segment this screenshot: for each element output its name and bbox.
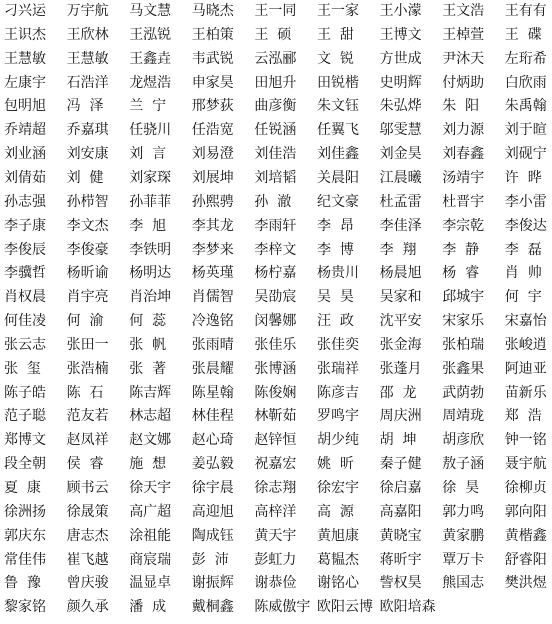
name-row xyxy=(4,360,552,379)
name-cell: 乔靖超 xyxy=(4,122,46,139)
name-cell: 刘业涵 xyxy=(4,146,46,163)
name-cell: 马文慧 xyxy=(129,3,172,19)
name-cell: 刁兴运 xyxy=(4,3,46,19)
name-cell: 邬雯慧 xyxy=(379,122,422,139)
name-row xyxy=(4,121,552,140)
name-cell: 聂宇航 xyxy=(504,456,547,473)
name-cell: 林志超 xyxy=(129,408,172,425)
name-cell: 姜弘毅 xyxy=(191,456,234,473)
name-cell: 訾权昊 xyxy=(379,575,422,592)
name-cell: 陈子皓 xyxy=(4,384,46,401)
name-cell: 刘力源 xyxy=(442,122,485,139)
name-row xyxy=(4,455,552,474)
name-cell: 张晨耀 xyxy=(191,360,234,377)
name-cell: 黄晓宝 xyxy=(379,527,422,544)
name-cell: 张峻逍 xyxy=(504,336,547,353)
name-cell: 李 静 xyxy=(442,241,480,258)
name-cell: 李其龙 xyxy=(191,217,234,234)
name-cell: 李 磊 xyxy=(504,241,542,258)
name-row xyxy=(4,97,552,116)
name-row xyxy=(4,50,552,69)
name-cell: 郭力鸣 xyxy=(442,503,485,520)
name-cell: 葛韫杰 xyxy=(317,551,359,568)
name-cell: 王一家 xyxy=(317,3,359,19)
name-cell: 肖权晨 xyxy=(4,289,46,306)
name-row xyxy=(4,384,552,403)
name-cell: 云泓郦 xyxy=(254,50,297,67)
name-cell: 刘培韬 xyxy=(254,169,297,186)
name-cell: 包明旭 xyxy=(4,98,46,115)
name-cell: 武荫勃 xyxy=(442,384,485,401)
name-cell: 王慧敏 xyxy=(66,50,109,67)
name-row xyxy=(4,407,552,426)
name-cell: 秦子健 xyxy=(379,456,422,473)
name-cell: 蒋昕宇 xyxy=(379,551,422,568)
name-cell: 田旭升 xyxy=(254,74,297,91)
name-cell: 田锐楷 xyxy=(317,74,359,91)
name-cell: 史明辉 xyxy=(379,74,422,91)
name-cell: 孙 澈 xyxy=(254,193,292,210)
name-cell: 徐晟策 xyxy=(66,503,109,520)
name-cell: 舒睿阳 xyxy=(504,551,547,568)
name-cell: 韦武锐 xyxy=(191,50,234,67)
name-cell: 任翼飞 xyxy=(317,122,359,139)
name-row xyxy=(4,527,552,546)
name-cell: 汤靖宇 xyxy=(442,169,485,186)
name-row xyxy=(4,312,552,331)
name-cell: 王泓锐 xyxy=(129,26,172,43)
name-cell: 王小濛 xyxy=(379,3,422,19)
name-cell: 王 硕 xyxy=(254,26,292,43)
name-cell: 周靖珑 xyxy=(442,408,485,425)
name-cell: 吴 昊 xyxy=(317,289,354,306)
name-cell: 任浩宽 xyxy=(191,122,234,139)
name-cell: 黎家铭 xyxy=(4,599,46,616)
name-cell: 崔飞越 xyxy=(66,551,109,568)
name-row xyxy=(4,503,552,522)
name-cell: 孙志强 xyxy=(4,193,46,210)
name-cell: 龙煜浩 xyxy=(129,74,172,91)
name-cell: 李俊辰 xyxy=(4,241,46,258)
name-cell: 谢恭俭 xyxy=(254,575,297,592)
name-cell: 杜孟雷 xyxy=(379,193,422,210)
name-cell: 谢铭心 xyxy=(317,575,359,592)
name-cell: 王一同 xyxy=(254,3,297,19)
name-cell: 王柏策 xyxy=(191,26,234,43)
name-cell: 万宇航 xyxy=(66,3,109,19)
name-cell: 王棹萱 xyxy=(442,26,485,43)
name-cell: 罗鸣宇 xyxy=(317,408,359,425)
name-row xyxy=(4,26,552,45)
name-cell: 左珩希 xyxy=(504,50,547,67)
name-cell: 张瑞祥 xyxy=(317,360,359,377)
name-cell: 林佳程 xyxy=(191,408,234,425)
name-cell: 郑 浩 xyxy=(504,408,542,425)
name-cell: 杨贵川 xyxy=(317,265,359,282)
name-cell: 孙栉智 xyxy=(66,193,109,210)
name-cell: 张 玺 xyxy=(4,360,41,377)
name-cell: 刘春鑫 xyxy=(442,146,485,163)
name-cell: 温显卓 xyxy=(129,575,172,592)
name-cell: 朱文钰 xyxy=(317,98,359,115)
name-cell: 白欣雨 xyxy=(504,74,547,91)
name-cell: 徐志翔 xyxy=(254,480,297,496)
name-cell: 张佳乐 xyxy=(254,336,297,353)
name-cell: 陈吉辉 xyxy=(129,384,172,401)
name-cell: 肖宇亮 xyxy=(66,289,109,306)
name-cell: 刘安康 xyxy=(66,146,109,163)
name-cell: 何佳凌 xyxy=(4,313,46,330)
name-cell: 范友若 xyxy=(66,408,109,425)
name-cell: 王文浩 xyxy=(442,3,485,19)
name-cell: 敖子涵 xyxy=(442,456,485,473)
name-row xyxy=(4,551,552,570)
name-cell: 肖治坤 xyxy=(129,289,172,306)
name-cell: 李俊豪 xyxy=(66,241,109,258)
name-cell: 苗新乐 xyxy=(504,384,547,401)
name-cell: 孙菲菲 xyxy=(129,193,172,210)
name-row xyxy=(4,169,552,188)
name-cell: 李俊达 xyxy=(504,217,547,234)
name-cell: 李雨轩 xyxy=(254,217,297,234)
name-cell: 朱弘烨 xyxy=(379,98,422,115)
name-cell: 郭庆东 xyxy=(4,527,46,544)
name-cell: 周庆洲 xyxy=(379,408,422,425)
name-cell: 黄楷鑫 xyxy=(504,527,547,544)
name-cell: 赵心琦 xyxy=(191,432,234,449)
name-cell: 徐柳贞 xyxy=(504,480,547,496)
name-cell: 左康宇 xyxy=(4,74,46,91)
name-cell: 马晓杰 xyxy=(191,3,234,19)
name-cell: 王 甜 xyxy=(317,26,354,43)
name-cell: 李 博 xyxy=(317,241,354,258)
name-cell: 曲彦衡 xyxy=(254,98,297,115)
name-cell: 何 蕊 xyxy=(129,313,167,330)
name-cell: 王有有 xyxy=(504,3,547,19)
name-cell: 吴家和 xyxy=(379,289,422,306)
name-cell: 赵文娜 xyxy=(129,432,172,449)
name-row xyxy=(4,2,552,21)
name-cell: 范子聪 xyxy=(4,408,46,425)
name-cell: 陶成钰 xyxy=(191,527,234,544)
name-cell: 陈彦吉 xyxy=(317,384,359,401)
name-cell: 施 想 xyxy=(129,456,167,473)
name-cell: 唐志杰 xyxy=(66,527,109,544)
name-cell: 彭虹力 xyxy=(254,551,297,568)
name-row xyxy=(4,145,552,164)
name-row xyxy=(4,598,552,617)
name-cell: 刘砚宁 xyxy=(504,146,547,163)
name-cell: 江晨曦 xyxy=(379,169,422,186)
name-cell: 王鑫垚 xyxy=(129,50,172,67)
name-cell: 李梓文 xyxy=(254,241,297,258)
name-cell: 李铁明 xyxy=(129,241,172,258)
name-cell: 陈威傲宇 xyxy=(254,599,311,616)
name-cell: 杜晋宇 xyxy=(442,193,485,210)
name-cell: 潘 成 xyxy=(129,599,167,616)
name-cell: 邢梦荻 xyxy=(191,98,234,115)
name-cell: 刘家琛 xyxy=(129,169,172,186)
name-cell: 祝嘉宏 xyxy=(254,456,297,473)
name-row xyxy=(4,288,552,307)
name-row xyxy=(4,193,552,212)
name-cell: 张博涵 xyxy=(254,360,297,377)
name-cell: 李小雷 xyxy=(504,193,547,210)
name-cell: 郑博文 xyxy=(4,432,46,449)
name-cell: 黄旭康 xyxy=(317,527,359,544)
name-cell: 尹沐天 xyxy=(442,50,485,67)
name-cell: 汪 政 xyxy=(317,313,354,330)
name-cell: 沈平安 xyxy=(379,313,422,330)
name-cell: 杨晨旭 xyxy=(379,265,422,282)
name-cell: 高嘉阳 xyxy=(379,503,422,520)
name-cell: 顾书云 xyxy=(66,480,109,496)
name-cell: 郭向阳 xyxy=(504,503,547,520)
name-cell: 杨昕谕 xyxy=(66,265,109,282)
name-cell: 朱 阳 xyxy=(442,98,480,115)
name-cell: 杨英瑾 xyxy=(191,265,234,282)
name-cell: 徐宏宇 xyxy=(317,480,359,496)
name-cell: 张田一 xyxy=(66,336,109,353)
name-cell: 高梓洋 xyxy=(254,503,297,520)
name-cell: 王欣林 xyxy=(66,26,109,43)
name-cell: 乔嘉琪 xyxy=(66,122,109,139)
name-row xyxy=(4,574,552,593)
name-cell: 李 昂 xyxy=(317,217,354,234)
name-cell: 张云志 xyxy=(4,336,46,353)
name-cell: 胡彦欣 xyxy=(442,432,485,449)
name-cell: 何 渝 xyxy=(66,313,104,330)
name-cell: 刘倩茹 xyxy=(4,169,46,186)
name-cell: 夏 康 xyxy=(4,480,41,496)
name-cell: 戴桐鑫 xyxy=(191,599,234,616)
name-cell: 王博文 xyxy=(379,26,422,43)
name-cell: 吴劭宸 xyxy=(254,289,297,306)
name-cell: 侯 睿 xyxy=(66,456,104,473)
name-cell: 张蓬月 xyxy=(379,360,422,377)
name-cell: 谢振辉 xyxy=(191,575,234,592)
name-cell: 刘易澄 xyxy=(191,146,234,163)
name-cell: 段全朝 xyxy=(4,456,46,473)
name-cell: 林靳茹 xyxy=(254,408,297,425)
name-cell: 宋家乐 xyxy=(442,313,485,330)
name-cell: 刘佳浩 xyxy=(254,146,297,163)
name-cell: 杨柠嘉 xyxy=(254,265,297,282)
name-row xyxy=(4,479,552,498)
name-cell: 高广超 xyxy=(129,503,172,520)
name-cell: 商宸瑞 xyxy=(129,551,172,568)
name-cell: 张雨晴 xyxy=(191,336,234,353)
name-cell: 樊洪煜 xyxy=(504,575,547,592)
name-cell: 陈星翰 xyxy=(191,384,234,401)
name-cell: 刘展坤 xyxy=(191,169,234,186)
name-cell: 彭 沛 xyxy=(191,551,229,568)
name-row xyxy=(4,74,552,93)
name-cell: 张佳奕 xyxy=(317,336,359,353)
name-cell: 姚 昕 xyxy=(317,456,354,473)
name-cell: 陈 石 xyxy=(66,384,104,401)
name-cell: 冷逸铭 xyxy=(191,313,234,330)
name-cell: 张鑫果 xyxy=(442,360,485,377)
name-row xyxy=(4,241,552,260)
name-cell: 常佳伟 xyxy=(4,551,46,568)
name-cell: 刘于暄 xyxy=(504,122,547,139)
name-cell: 徐宇晨 xyxy=(191,480,234,496)
name-cell: 李文杰 xyxy=(66,217,109,234)
name-cell: 赵凤祥 xyxy=(66,432,109,449)
name-cell: 孙熙骋 xyxy=(191,193,234,210)
name-cell: 刘 言 xyxy=(129,146,167,163)
name-cell: 申家昊 xyxy=(191,74,234,91)
name-cell: 肖儒智 xyxy=(191,289,234,306)
name-cell: 文 锐 xyxy=(317,50,354,67)
name-cell: 宋嘉怡 xyxy=(504,313,547,330)
name-row xyxy=(4,431,552,450)
name-cell: 高迎旭 xyxy=(191,503,234,520)
name-cell: 欧阳云博 xyxy=(317,599,373,616)
name-cell: 石浩洋 xyxy=(66,74,109,91)
name-cell: 钟一铭 xyxy=(504,432,547,449)
name-cell: 黄天宇 xyxy=(254,527,297,544)
name-cell: 杨 睿 xyxy=(442,265,480,282)
name-cell: 王 碟 xyxy=(504,26,542,43)
name-cell: 方世成 xyxy=(379,50,422,67)
name-cell: 张浩楠 xyxy=(66,360,109,377)
name-cell: 鲁 豫 xyxy=(4,575,41,592)
name-cell: 刘金昊 xyxy=(379,146,422,163)
name-cell: 冯 泽 xyxy=(66,98,104,115)
name-cell: 李 旭 xyxy=(129,217,167,234)
name-cell: 胡 坤 xyxy=(379,432,417,449)
name-cell: 关晨阳 xyxy=(317,169,359,186)
name-cell: 王识杰 xyxy=(4,26,46,43)
name-cell: 高 源 xyxy=(317,503,354,520)
name-cell: 刘佳鑫 xyxy=(317,146,359,163)
name-cell: 徐启嘉 xyxy=(379,480,422,496)
name-row xyxy=(4,217,552,236)
name-cell: 李宗乾 xyxy=(442,217,485,234)
name-cell: 任骁川 xyxy=(129,122,172,139)
name-cell: 赵锌恒 xyxy=(254,432,297,449)
name-cell: 欧阳培森 xyxy=(379,599,436,616)
name-cell: 邵 龙 xyxy=(379,384,417,401)
name-cell: 涂祖能 xyxy=(129,527,172,544)
name-cell: 刘 健 xyxy=(66,169,104,186)
name-row xyxy=(4,264,552,283)
name-cell: 徐洲扬 xyxy=(4,503,46,520)
name-cell: 王慧敏 xyxy=(4,50,46,67)
name-cell: 李骥哲 xyxy=(4,265,46,282)
name-cell: 张 著 xyxy=(129,360,167,377)
name-cell: 徐 昊 xyxy=(442,480,480,496)
name-cell: 熊国志 xyxy=(442,575,485,592)
name-cell: 李 翔 xyxy=(379,241,417,258)
name-cell: 许 晔 xyxy=(504,169,542,186)
name-cell: 曾庆骏 xyxy=(66,575,109,592)
name-cell: 兰 宁 xyxy=(129,98,167,115)
name-cell: 阿迪亚 xyxy=(504,360,547,377)
name-cell: 纪文豪 xyxy=(317,193,359,210)
name-cell: 肖 帅 xyxy=(504,265,542,282)
name-cell: 杨明达 xyxy=(129,265,172,282)
name-cell: 朱禹翰 xyxy=(504,98,547,115)
name-cell: 李佳泽 xyxy=(379,217,422,234)
name-cell: 付炳助 xyxy=(442,74,485,91)
name-cell: 李子康 xyxy=(4,217,46,234)
name-cell: 徐天宇 xyxy=(129,480,172,496)
name-cell: 任锐涵 xyxy=(254,122,297,139)
name-cell: 黄家鹏 xyxy=(442,527,485,544)
name-cell: 邱城宇 xyxy=(442,289,485,306)
name-cell: 覃万卡 xyxy=(442,551,485,568)
name-cell: 颜久承 xyxy=(66,599,109,616)
name-cell: 张柏瑞 xyxy=(442,336,485,353)
name-row xyxy=(4,336,552,355)
name-cell: 何 宇 xyxy=(504,289,542,306)
name-cell: 陈俊娴 xyxy=(254,384,297,401)
name-cell: 胡少纯 xyxy=(317,432,359,449)
name-cell: 张 帆 xyxy=(129,336,167,353)
name-cell: 李梦来 xyxy=(191,241,234,258)
name-cell: 闵馨娜 xyxy=(254,313,297,330)
name-cell: 张金海 xyxy=(379,336,422,353)
